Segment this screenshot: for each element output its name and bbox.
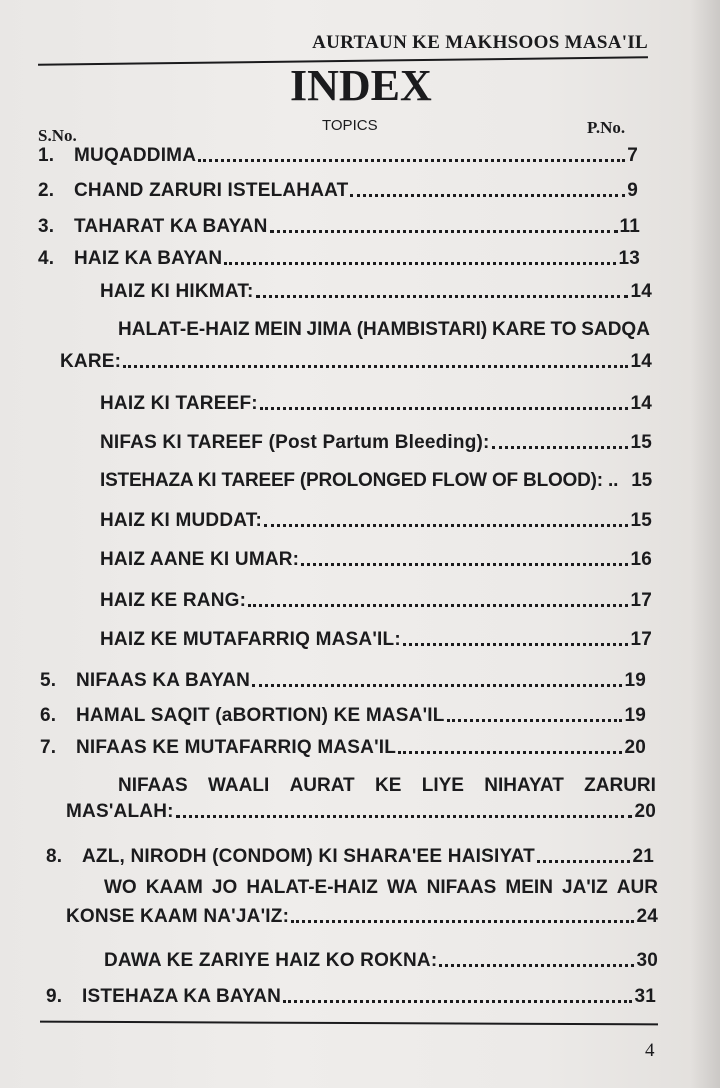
word: SADQA xyxy=(581,319,650,340)
column-header-sno: S.No. xyxy=(38,126,77,145)
entry-page: 14 xyxy=(630,393,652,414)
entry-page: 30 xyxy=(636,950,658,971)
entry-title: TAHARAT KA BAYAN xyxy=(74,216,268,237)
index-entry xyxy=(40,670,646,692)
index-subentry xyxy=(66,801,656,823)
index-subentry xyxy=(100,629,652,651)
entry-page: 19 xyxy=(624,705,646,726)
dot-leader xyxy=(260,406,629,410)
page-title: INDEX xyxy=(290,61,432,110)
entry-title: NIFAAS KE MUTAFARRIQ MASA'IL xyxy=(76,737,397,758)
entry-title: HAIZ KI MUDDAT: xyxy=(100,510,263,531)
entry-page: 15 xyxy=(630,432,652,453)
word: ZARURI xyxy=(584,775,656,796)
word: HALAT-E-HAIZ xyxy=(246,877,378,898)
index-subentry xyxy=(100,470,652,492)
index-entry xyxy=(38,180,638,202)
entry-page: 11 xyxy=(619,216,640,237)
index-entry xyxy=(46,846,654,868)
index-subentry xyxy=(100,432,652,454)
word: NIFAAS xyxy=(118,775,188,796)
dot-leader xyxy=(198,158,625,162)
subentry-first-line xyxy=(118,775,656,797)
dot-leader xyxy=(291,919,634,923)
word: HALAT-E-HAIZ xyxy=(118,319,250,340)
entry-page: 15 xyxy=(631,470,652,491)
entry-title: HAIZ AANE KI UMAR: xyxy=(100,549,300,570)
index-subentry xyxy=(100,393,652,415)
dot-leader xyxy=(439,963,634,967)
entry-page: 17 xyxy=(630,590,652,611)
entry-number: 9. xyxy=(46,986,63,1007)
entry-page: 7 xyxy=(627,145,638,166)
word: WA xyxy=(386,877,418,898)
dot-leader xyxy=(248,603,628,607)
entry-page: 14 xyxy=(630,281,652,302)
word: NIFAAS xyxy=(426,877,497,898)
word: KE xyxy=(374,775,402,796)
index-subentry xyxy=(104,950,658,972)
word: WO xyxy=(104,877,137,898)
entry-title: HAIZ KI HIKMAT: xyxy=(100,281,254,302)
entry-number: 3. xyxy=(38,216,55,237)
entry-title: CHAND ZARURI ISTELAHAAT xyxy=(74,180,349,201)
dot-leader xyxy=(350,193,625,197)
entry-title-continuation: KONSE KAAM NA'JA'IZ: xyxy=(66,906,290,927)
index-subentry xyxy=(100,590,652,612)
entry-page: 13 xyxy=(618,248,640,269)
entry-title: HAIZ KA BAYAN xyxy=(74,248,223,269)
index-subentry xyxy=(100,549,652,571)
entry-page: 21 xyxy=(632,846,654,867)
index-entry xyxy=(46,986,656,1008)
word: KAAM xyxy=(145,877,203,898)
column-header-topics: TOPICS xyxy=(322,117,378,134)
word: AURAT xyxy=(289,775,355,796)
dot-leader xyxy=(123,364,628,368)
column-header-pno: P.No. xyxy=(587,118,626,137)
entry-number: 7. xyxy=(40,737,57,758)
entry-title: HAIZ KE RANG: xyxy=(100,590,247,611)
entry-title: DAWA KE ZARIYE HAIZ KO ROKNA: xyxy=(104,950,438,971)
word: JO xyxy=(211,877,238,898)
entry-title: ISTEHAZA KA BAYAN xyxy=(82,986,282,1007)
dot-leader xyxy=(403,642,629,646)
entry-number: 1. xyxy=(38,145,55,166)
entry-page: 31 xyxy=(634,986,656,1007)
dot-leader xyxy=(252,683,622,687)
dot-leader xyxy=(492,445,629,449)
dot-leader xyxy=(256,294,629,298)
word: AUR xyxy=(616,877,658,898)
index-entry xyxy=(38,248,640,270)
entry-title: HAIZ KE MUTAFARRIQ MASA'IL: xyxy=(100,629,401,650)
entry-number: 8. xyxy=(46,846,63,867)
footer-rule xyxy=(40,1021,658,1026)
dot-leader xyxy=(283,999,632,1003)
word: LIYE xyxy=(421,775,464,796)
dot-leader xyxy=(537,859,631,863)
entry-title: MUQADDIMA xyxy=(74,145,197,166)
entry-page: 20 xyxy=(634,801,656,822)
word: MEIN xyxy=(254,319,302,340)
index-entry xyxy=(38,216,640,238)
page-number: 4 xyxy=(645,1040,655,1061)
word: (HAMBISTARI) xyxy=(356,319,488,340)
index-entry xyxy=(40,705,646,727)
entry-title: HAMAL SAQIT (aBORTION) KE MASA'IL xyxy=(76,705,445,726)
index-subentry xyxy=(66,906,658,928)
dot-leader xyxy=(447,718,623,722)
word: JIMA xyxy=(306,319,352,340)
index-subentry xyxy=(100,510,652,532)
entry-page: 16 xyxy=(630,549,652,570)
word: TO xyxy=(550,319,577,340)
index-subentry xyxy=(60,351,652,373)
index-subentry xyxy=(100,281,652,303)
entry-page: 14 xyxy=(630,351,652,372)
dot-leader xyxy=(176,814,633,818)
index-entry xyxy=(38,145,638,167)
running-header: AURTAUN KE MAKHSOOS MASA'IL xyxy=(312,32,648,53)
word: NIHAYAT xyxy=(484,775,564,796)
entry-page: 9 xyxy=(627,180,638,201)
entry-page: 15 xyxy=(630,510,652,531)
entry-title: NIFAAS KA BAYAN xyxy=(76,670,251,691)
subentry-first-line xyxy=(118,319,650,341)
dot-leader xyxy=(264,523,628,527)
entry-page: 20 xyxy=(624,737,646,758)
entry-title-continuation: MAS'ALAH: xyxy=(66,801,174,822)
dot-leader xyxy=(398,750,622,754)
entry-number: 4. xyxy=(38,248,55,269)
dot-leader xyxy=(224,261,616,265)
entry-number: 2. xyxy=(38,180,55,201)
word: MEIN xyxy=(505,877,553,898)
entry-title: HAIZ KI TAREEF: xyxy=(100,393,258,414)
word: WAALI xyxy=(208,775,270,796)
dot-leader xyxy=(270,229,618,233)
entry-page: 24 xyxy=(636,906,658,927)
entry-title: ISTEHAZA KI TAREEF (PROLONGED FLOW OF BLOOD): .. xyxy=(100,470,619,491)
entry-title: NIFAS KI TAREEF (Post Partum Bleeding): xyxy=(100,432,490,453)
dot-leader xyxy=(301,562,628,566)
entry-title-continuation: KARE: xyxy=(60,351,122,372)
entry-page: 17 xyxy=(630,629,652,650)
entry-number: 5. xyxy=(40,670,57,691)
entry-page: 19 xyxy=(624,670,646,691)
entry-number: 6. xyxy=(40,705,57,726)
index-entry xyxy=(40,737,646,759)
word: JA'IZ xyxy=(562,877,608,898)
word: KARE xyxy=(491,319,546,340)
subentry-first-line xyxy=(104,877,658,899)
entry-title: AZL, NIRODH (CONDOM) KI SHARA'EE HAISIYAT xyxy=(82,846,535,867)
